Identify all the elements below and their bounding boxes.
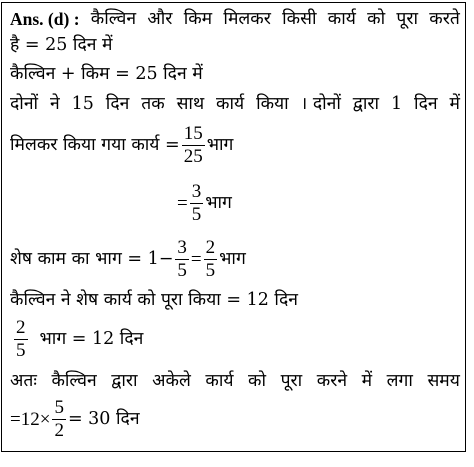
fraction-3-5: $\frac{3}{5}$ [191,181,202,225]
fraction-2-5: $\frac{2}{5}$ [205,237,216,281]
fraction-2-5-b: $\frac{2}{5}$ [16,317,26,361]
line-2: है = 25 दिन में [10,35,113,55]
line-7: शेष काम का भाग = 1− $\frac{3}{5}$ = $\frac{2}{5}$ भाग [10,237,246,281]
line-1: Ans. (d) : कैल्विन और किम मिलकर किसी कार्य को पूरा करते [10,9,460,29]
fraction-3-5-b: $\frac{3}{5}$ [177,237,187,281]
line-3: कैल्विन + किम = 25 दिन में [10,64,203,84]
line-4: दोनों ने 15 दिन तक साथ कार्य किया । दोनों द्वारा 1 दिन में [10,94,460,114]
line-8: कैल्विन ने शेष कार्य को पूरा किया = 12 दिन [10,290,298,310]
line-5: मिलकर किया गया कार्य = $\frac{15}{25}$ भाग [10,123,234,167]
fraction-15-25: $\frac{15}{25}$ [183,123,203,167]
answer-label: Ans. (d) : [10,9,80,29]
line-10: अतः कैल्विन द्वारा अकेले कार्य को पूरा करने में लगा समय [10,371,460,391]
line-6: = $\frac{3}{5}$ भाग [177,181,232,225]
line-9: $\frac{2}{5}$ भाग = 12 दिन [16,317,144,361]
fraction-5-2: $\frac{5}{2}$ [54,397,64,441]
line-11: =12× $\frac{5}{2}$ = 30 दिन [10,397,140,441]
